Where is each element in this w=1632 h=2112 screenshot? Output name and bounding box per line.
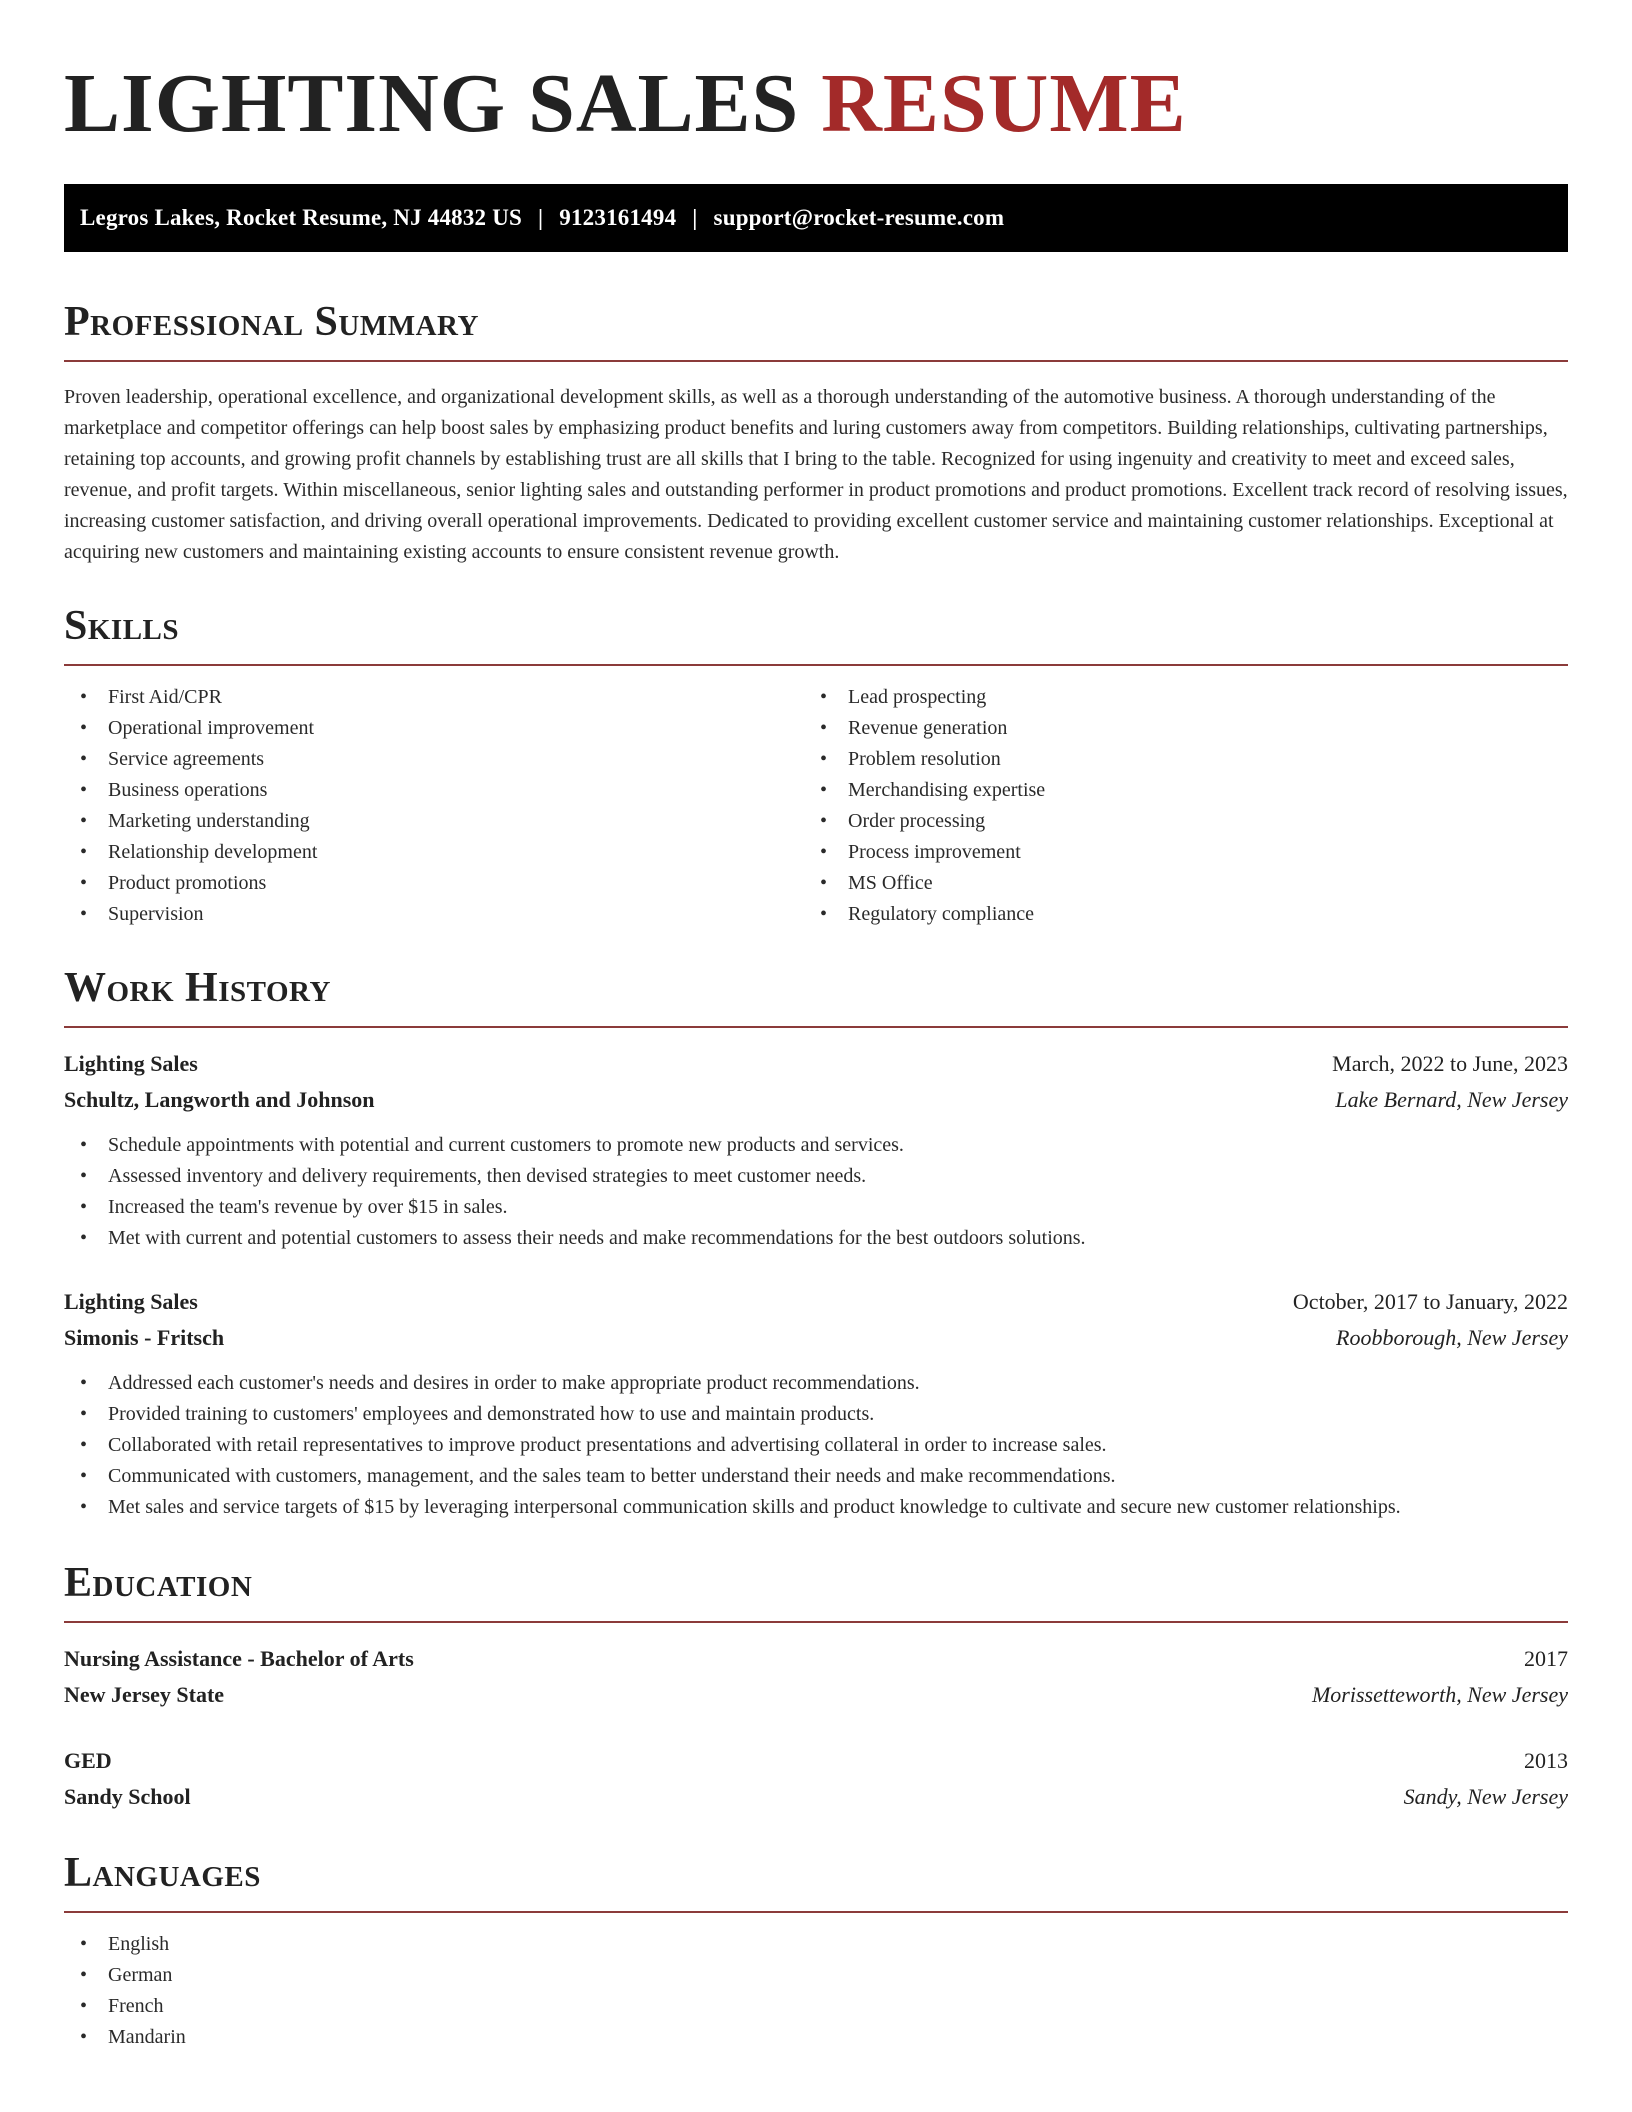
education-school-row [64,1779,1568,1815]
section-heading: Languages [64,1850,261,1896]
job-company-row [64,1320,1568,1356]
contact-separator: | [692,205,698,230]
contact-bar [64,184,1568,252]
job-company: Simonis - Fritsch [64,1325,225,1350]
skill-item: • Service agreements [64,744,804,775]
education-school-row [64,1677,1568,1713]
education-section [64,1559,1568,1815]
job-title: Lighting Sales [64,1051,198,1076]
job-header-row [64,1046,1568,1082]
language-item: • Mandarin [64,2022,1568,2053]
language-item: • English [64,1929,1568,1960]
job-bullet: • Increased the team's revenue by over $15 in sales. [64,1192,1568,1223]
resume-title [64,56,1568,152]
skill-item: • Merchandising expertise [804,775,1544,806]
language-item: • French [64,1991,1568,2022]
skill-item: • Marketing understanding [64,806,804,837]
job-location: Lake Bernard, New Jersey [1335,1087,1568,1112]
job-bullet: • Met sales and service targets of $15 by leveraging interpersonal communication skills and product knowledge to cultivate and secure new customer relationships. [64,1492,1568,1523]
education-school: Sandy School [64,1784,191,1809]
languages-section [64,1849,1568,2053]
work-history-section [64,964,1568,1523]
title-main: LIGHTING SALES [64,57,800,150]
contact-address: Legros Lakes, Rocket Resume, NJ 44832 US [80,205,523,230]
skills-list-left [64,682,804,930]
education-school: New Jersey State [64,1682,225,1707]
job-bullets [64,1368,1568,1523]
education-degree: Nursing Assistance - Bachelor of Arts [64,1646,414,1671]
skill-item: • Relationship development [64,837,804,868]
education-entry [64,1641,1568,1713]
education-year: 2013 [1524,1748,1568,1773]
skill-item: • First Aid/CPR [64,682,804,713]
language-item: • German [64,1960,1568,1991]
job-entry [64,1284,1568,1523]
section-heading: Skills [64,603,180,649]
skill-item: • Process improvement [804,837,1544,868]
skills-section [64,602,1568,930]
contact-separator: | [538,205,544,230]
skill-item: • Problem resolution [804,744,1544,775]
skill-item: • Operational improvement [64,713,804,744]
job-company: Schultz, Langworth and Johnson [64,1087,375,1112]
job-bullet: • Assessed inventory and delivery requirements, then devised strategies to meet customer needs. [64,1161,1568,1192]
education-entry [64,1743,1568,1815]
job-bullet: • Communicated with customers, management, and the sales team to better understand their needs and make recommendations. [64,1461,1568,1492]
job-bullet: • Schedule appointments with potential and current customers to promote new products and services. [64,1130,1568,1161]
job-title: Lighting Sales [64,1289,198,1314]
skill-item: • Supervision [64,899,804,930]
skill-item: • Business operations [64,775,804,806]
education-degree: GED [64,1748,112,1773]
section-divider [64,1026,1568,1028]
skill-item: • Product promotions [64,868,804,899]
skill-item: • MS Office [804,868,1544,899]
section-divider [64,1911,1568,1913]
section-heading: Work History [64,965,331,1011]
section-divider [64,360,1568,362]
skill-item: • Lead prospecting [804,682,1544,713]
contact-phone: 9123161494 [559,205,677,230]
job-entry [64,1046,1568,1254]
job-bullet: • Met with current and potential customers to assess their needs and make recommendations for the best outdoors solutions. [64,1223,1568,1254]
skill-item: • Regulatory compliance [804,899,1544,930]
education-location: Morissetteworth, New Jersey [1311,1682,1568,1707]
job-dates: October, 2017 to January, 2022 [1292,1289,1568,1314]
section-divider [64,1621,1568,1623]
section-heading: Education [64,1560,253,1606]
job-header-row [64,1284,1568,1320]
education-degree-row [64,1641,1568,1677]
section-divider [64,664,1568,666]
job-bullet: • Addressed each customer's needs and desires in order to make appropriate product recommendations. [64,1368,1568,1399]
contact-email[interactable]: support@rocket-resume.com [713,205,1005,230]
job-bullets [64,1130,1568,1254]
skills-list-right [804,682,1544,930]
education-degree-row [64,1743,1568,1779]
job-bullet: • Collaborated with retail representatives to improve product presentations and advertising collateral in order to increase sales. [64,1430,1568,1461]
education-location: Sandy, New Jersey [1403,1784,1568,1809]
education-year: 2017 [1524,1646,1568,1671]
skills-grid [64,682,1568,930]
languages-list [64,1929,1568,2053]
section-heading: Professional Summary [64,299,479,345]
job-company-row [64,1082,1568,1118]
title-accent: RESUME [821,57,1187,150]
job-location: Roobborough, New Jersey [1336,1325,1568,1350]
skill-item: • Revenue generation [804,713,1544,744]
job-bullet: • Provided training to customers' employees and demonstrated how to use and maintain products. [64,1399,1568,1430]
job-dates: March, 2022 to June, 2023 [1332,1051,1568,1076]
professional-summary-section [64,298,1568,568]
summary-text: Proven leadership, operational excellence, and organizational development skills, as well as a thorough understanding of the automotive business. A thorough understanding of the marketplace and competitor offerings can help boost sales by emphasizing product benefits and luring customers away from competitors. Building relationships, cultivating partnerships, retaining top accounts, and growing profit channels by establishing trust are all skills that I bring to the table. Recognized for using ingenuity and creativity to meet and exceed sales, revenue, and profit targets. Within miscellaneous, senior lighting sales and outstanding performer in product promotions and product promotions. Excellent track record of resolving issues, increasing customer satisfaction, and driving overall operational improvements. Dedicated to providing excellent customer service and maintaining customer relationships. Exceptional at acquiring new customers and maintaining existing accounts to ensure consistent revenue growth. [64,386,1568,563]
skill-item: • Order processing [804,806,1544,837]
